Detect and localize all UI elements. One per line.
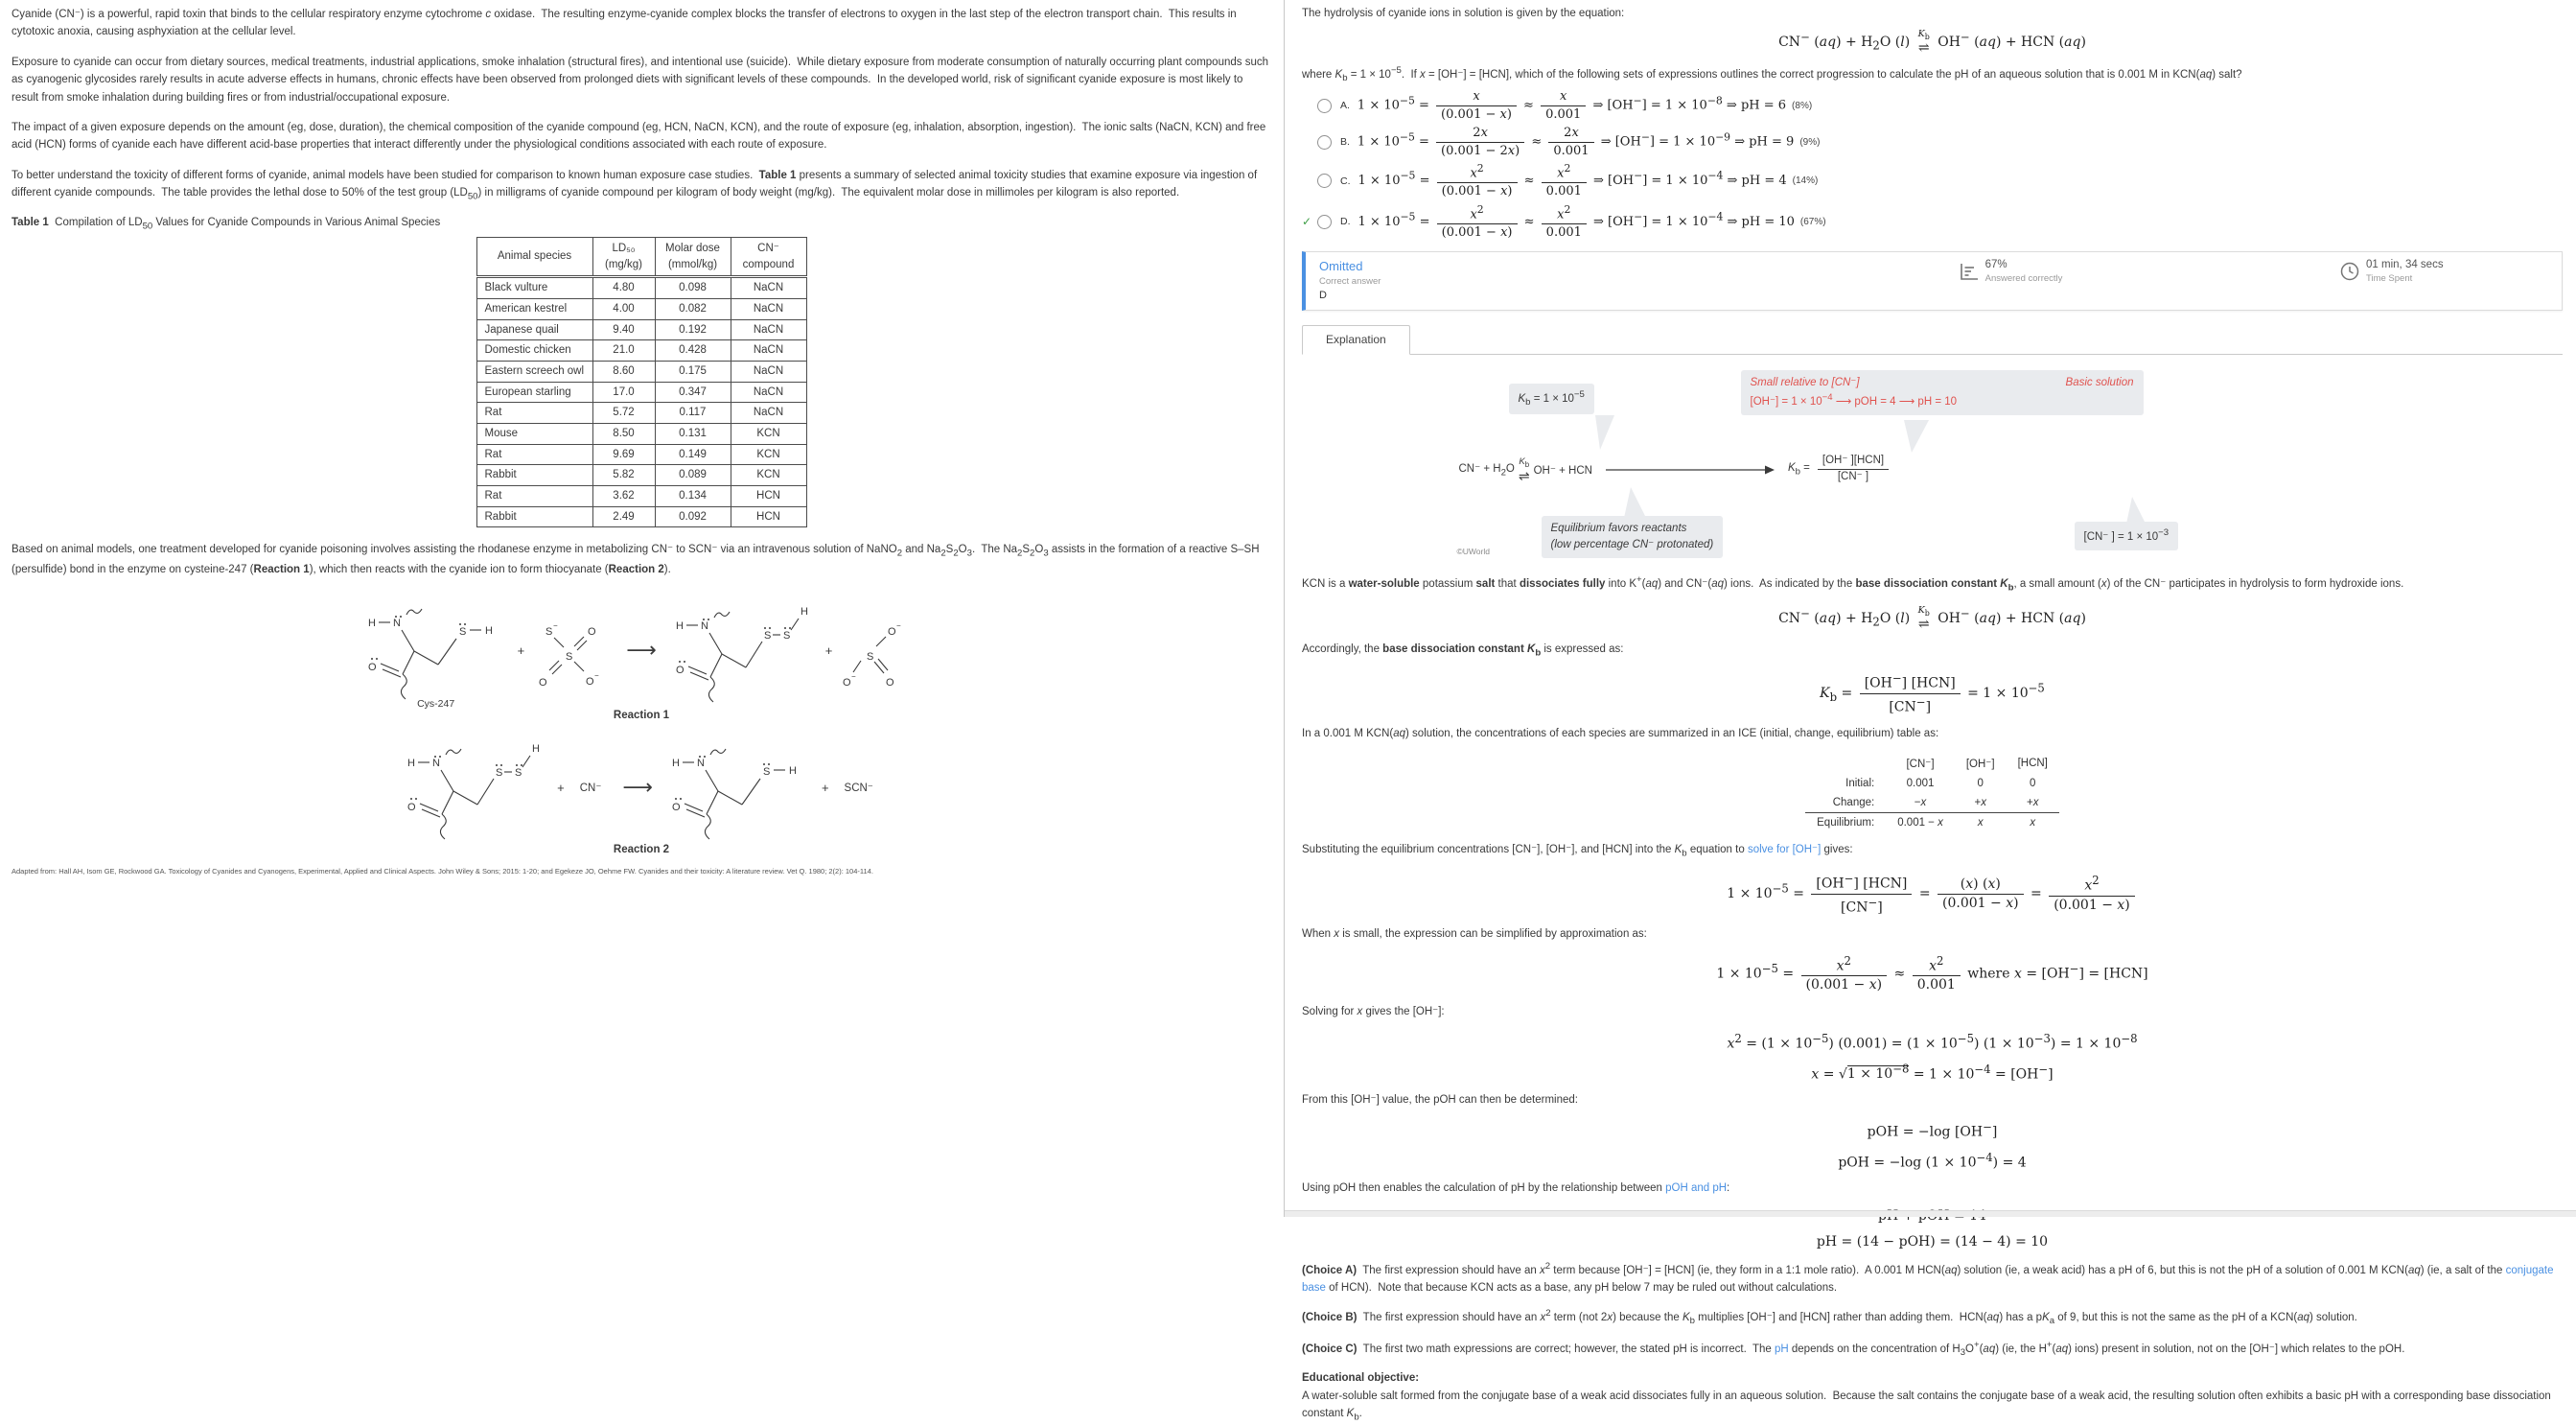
horizontal-scrollbar[interactable] — [1285, 1210, 2576, 1217]
table-cell: 9.69 — [592, 444, 655, 465]
ice-cell: 0 — [1977, 777, 1984, 789]
educational-objective-label: Educational objective: — [1302, 1371, 1420, 1384]
tab-row — [1302, 324, 2563, 355]
table-cell: Rabbit — [476, 465, 592, 486]
ice-table — [1805, 753, 2059, 832]
equation-reactants: $CN^- + H_2O$ — [1458, 462, 1515, 479]
result-status-block — [1319, 259, 1959, 301]
table-cell: KCN — [731, 465, 806, 486]
choice-expression: $1 \times 10^{-5}$ = $\frac{x^2}{(0.001 - x)}$ ≈ $\frac{x^2}{0.001}$ ⇒ $[OH^-] = 1 \times 10^{-4}$ ⇒ pH = 10 — [1358, 202, 1795, 240]
passage-panel — [0, 0, 1283, 1217]
svg-text:−: − — [553, 620, 558, 630]
svg-text:S: S — [763, 630, 772, 642]
ld50-table — [476, 237, 807, 527]
column-header: CN⁻ compound — [731, 238, 806, 277]
percent-correct-label: Answered correctly — [1984, 273, 2063, 285]
choice-letter: D. — [1340, 216, 1351, 228]
passage-paragraph-2: Exposure to cyanide can occur from dietary sources, medical treatments, industrial applications, smoke inhalation (structural fires), and intentional use (suicide). While dietary exposure from moderate consumption of naturally occurring plant compounds such as cyanogenic glycosides rarely results in acute adverse effects in humans, chronic effects have been observed from prolonged diets with significant levels of these compounds. In the developed world, risk of significant cyanide exposure is most likely to result from smoke inhalation during building fires or from industrial/occupational exposure. — [12, 56, 1268, 104]
poh-equation-1: pOH = −log [OH−] — [1867, 1120, 1998, 1140]
equilibrium-arrows-icon: ⇌ — [1518, 467, 1530, 483]
table-cell: American kestrel — [476, 299, 592, 320]
choice-letter: C. — [1340, 175, 1351, 187]
svg-text:S: S — [458, 626, 466, 639]
table-cell: NaCN — [731, 382, 806, 403]
choice-letter: A. — [1340, 100, 1350, 112]
svg-text:−: − — [851, 671, 857, 681]
svg-text:O: O — [407, 802, 416, 814]
thiocyanate-ion-label: SCN⁻ — [844, 783, 873, 795]
cys-247-label: Cys-247 — [417, 698, 455, 711]
table-row — [476, 382, 806, 403]
table-cell: HCN — [731, 486, 806, 507]
choice-b[interactable] — [1302, 126, 2563, 158]
table-cell: Rat — [476, 444, 592, 465]
explanation-from-oh: From this [OH⁻] value, the pOH can then be determined: — [1302, 1094, 1578, 1107]
column-header: Animal species — [476, 238, 592, 277]
status-omitted: Omitted — [1319, 259, 1363, 274]
table-cell: KCN — [731, 444, 806, 465]
callout-pointer — [1624, 487, 1646, 518]
table-cell: 0.347 — [655, 382, 731, 403]
svg-text:H: H — [407, 758, 416, 770]
passage-paragraph-1: Cyanide (CN⁻) is a powerful, rapid toxin that binds to the cellular respiratory enzyme cytochrome c oxidase. The resulting enzyme-cyanide complex blocks the transfer of electrons to oxygen in the last step of the electron transport chain. This results in cytotoxic anoxia, causing asphyxiation at the cellular level. — [12, 9, 1237, 38]
table-cell: Eastern screech owl — [476, 362, 592, 383]
poh-equation-2: pOH = −log $(1 \times 10^{-4}) = 4$ — [1838, 1150, 2027, 1171]
ice-cell: 0.001 — [1906, 777, 1935, 789]
explanation-when-x-small: When x is small, the expression can be simplified by approximation as: — [1302, 928, 1647, 941]
table-cell: 0.134 — [655, 486, 731, 507]
ice-initial-row — [1805, 774, 2059, 793]
reaction-arrow-icon: ⟶ — [622, 775, 653, 800]
equation-kb: $K_b$ — [1519, 456, 1530, 469]
table-cell: NaCN — [731, 319, 806, 340]
clock-icon — [2339, 261, 2360, 282]
choice-d[interactable] — [1302, 203, 2563, 241]
svg-text:S: S — [515, 767, 522, 780]
table-row — [476, 403, 806, 424]
table-cell: 0.192 — [655, 319, 731, 340]
svg-text:H: H — [671, 758, 680, 770]
callout-pointer — [2126, 497, 2146, 524]
svg-text:H: H — [675, 620, 684, 633]
choice-b-radio[interactable] — [1317, 135, 1332, 150]
question-panel — [1284, 0, 2576, 1423]
bar-chart-icon — [1959, 261, 1980, 282]
correct-answer-value: D — [1319, 290, 1327, 302]
table-row — [476, 340, 806, 362]
table-cell: 0.117 — [655, 403, 731, 424]
svg-text:N: N — [432, 758, 441, 770]
result-bar — [1302, 251, 2563, 311]
kb-fraction-denominator: [CN⁻ ] — [1837, 471, 1869, 483]
kb-expression-equation: $K_b$ = $\frac{[OH^-] [HCN]}{[CN^-]}$ = $1 \times 10^{-5}$ — [1820, 671, 2045, 715]
note-basic-solution: Basic solution — [2065, 377, 2134, 389]
note-ph-progression: $[OH^-] = 1 \times 10^{-4}$ ⟶ pOH = 4 ⟶ pH = 10 — [1750, 392, 1958, 408]
table-cell: 8.50 — [592, 424, 655, 445]
table-cell: Domestic chicken — [476, 340, 592, 362]
table-cell: Rabbit — [476, 506, 592, 527]
table-cell: NaCN — [731, 277, 806, 299]
svg-text:−: − — [896, 620, 902, 630]
table-row — [476, 486, 806, 507]
choice-expression: $1 \times 10^{-5}$ = $\frac{2x}{(0.001 - 2x)}$ ≈ $\frac{2x}{0.001}$ ⇒ $[OH^-] = 1 \times 10^{-9}$ ⇒ pH = 9 — [1357, 126, 1795, 158]
svg-text:O: O — [539, 676, 547, 689]
table-cell: European starling — [476, 382, 592, 403]
explanation-ice-intro: In a 0.001 M KCN(aq) solution, the concentrations of each species are summarized in an ICE (initial, change, equilibrium) table as: — [1302, 728, 1939, 740]
svg-text:H: H — [788, 765, 797, 778]
choice-c[interactable] — [1302, 162, 2563, 199]
svg-text:O: O — [367, 662, 377, 674]
svg-text:S: S — [762, 766, 771, 779]
ice-header: [HCN] — [2017, 757, 2048, 769]
table-cell: Mouse — [476, 424, 592, 445]
reaction-1-figure — [12, 591, 1271, 721]
choice-a[interactable] — [1302, 89, 2563, 122]
explanation-paragraph-1: KCN is a water-soluble potassium salt that dissociates fully into K+(aq) and CN⁻(aq) ions. As indicated by the base dissociation constant $K_b$, a small amount (x) of the CN⁻ participates in hydrolysis to form hydroxide ions. — [1302, 574, 2404, 594]
table-cell: NaCN — [731, 299, 806, 320]
table-row — [476, 424, 806, 445]
table-cell: 3.62 — [592, 486, 655, 507]
callout-pointer — [1595, 415, 1614, 450]
kb-callout: $K_b = 1 \times 10^{-5}$ — [1509, 384, 1594, 414]
table-cell: 0.092 — [655, 506, 731, 527]
table-header-row — [476, 238, 806, 277]
educational-objective-text: A water-soluble salt formed from the conjugate base of a weak acid dissociates fully in an aqueous solution. Because the salt contains the conjugate base of a weak acid, the resulting solution often exhibits a basic pH with a corresponding base dissociation constant $K_b$. — [1302, 1390, 2551, 1423]
ice-header: [OH⁻] — [1965, 758, 1995, 770]
choice-percent: (8%) — [1792, 100, 1813, 111]
table-caption: Table 1 Compilation of $LD_{50}$ Values for Cyanide Compounds in Various Animal Species — [12, 216, 441, 232]
thiosulfate-structure — [534, 600, 611, 701]
table-cell: 9.40 — [592, 319, 655, 340]
table-cell: NaCN — [731, 340, 806, 362]
table-cell: HCN — [731, 506, 806, 527]
question-stem: where $K_b = 1 \times 10^{-5}$. If x = [OH⁻] = [HCN], which of the following sets of expressions outlines the correct progression to calculate the pH of an aqueous solution that is 0.001 M in KCN(aq) salt? — [1302, 64, 2242, 83]
table-cell: NaCN — [731, 403, 806, 424]
choice-c-explanation: (Choice C) The first two math expressions are correct; however, the stated pH is incorrect. The pH depends on the concentration of $H_3O^+(aq)$ (ie, the H+(aq) ions) present in solution, not on the [OH⁻] which relates to the pOH. — [1302, 1339, 2405, 1358]
ice-cell: 0 — [2030, 777, 2036, 789]
column-header: Molar dose (mmol/kg) — [655, 238, 731, 277]
long-arrow-icon — [1604, 464, 1776, 476]
table-cell: 0.082 — [655, 299, 731, 320]
tab-explanation[interactable]: Explanation — [1302, 325, 1410, 355]
explanation-accordingly: Accordingly, the base dissociation constant $K_b$ is expressed as: — [1302, 643, 1624, 659]
svg-text:S: S — [867, 650, 874, 663]
choice-a-radio[interactable] — [1317, 99, 1332, 113]
table-cell: 0.428 — [655, 340, 731, 362]
table-row — [476, 299, 806, 320]
svg-text:O: O — [588, 625, 596, 638]
cysteine-structure — [668, 731, 812, 844]
plus-sign: + — [824, 642, 833, 658]
svg-text:H: H — [367, 618, 376, 630]
substitution-equation: $1 \times 10^{-5}$ = $\frac{[OH^-] [HCN]}{[CN^-]}$ = $\frac{(x) (x)}{(0.001 - x)}$ = $\frac{x^2}{(0.001 - x)}$ — [1302, 872, 2563, 916]
reaction-1-label: Reaction 1 — [613, 710, 670, 722]
svg-text:O: O — [586, 675, 594, 688]
ice-change-row — [1805, 793, 2059, 813]
ice-equilibrium-row — [1805, 812, 2059, 832]
table-cell: 4.80 — [592, 277, 655, 299]
reaction-2-label: Reaction 2 — [613, 844, 670, 856]
answered-correctly-block — [1959, 259, 2339, 284]
table-cell: 4.00 — [592, 299, 655, 320]
reaction-arrow-icon: ⟶ — [626, 638, 657, 663]
equilibrium-note-callout: Equilibrium favors reactants (low percentage CN⁻ protonated) — [1542, 516, 1724, 557]
persulfide-structure — [672, 594, 816, 707]
table-row — [476, 277, 806, 299]
ice-row-label: Initial: — [1845, 777, 1875, 789]
ice-cell: −x — [1914, 796, 1927, 808]
svg-text:S: S — [545, 625, 553, 638]
svg-text:S: S — [782, 630, 791, 642]
choice-percent: (67%) — [1799, 216, 1826, 227]
table-cell: 8.60 — [592, 362, 655, 383]
approximation-equation: $1 \times 10^{-5}$ = $\frac{x^2}{(0.001 - x)}$ ≈ $\frac{x^2}{0.001}$ where x = [OH−] = [HCN] — [1716, 953, 2148, 993]
table-row — [476, 465, 806, 486]
solve-equation-1: $x^2 = (1 \times 10^{-5}) (0.001) = (1 \times 10^{-5}) (1 \times 10^{-3}) = 1 \times 10^{-8}$ — [1727, 1031, 2138, 1052]
question-intro: The hydrolysis of cyanide ions in solution is given by the equation: — [1302, 8, 1625, 19]
choice-percent: (9%) — [1799, 136, 1821, 148]
svg-text:N: N — [696, 758, 705, 770]
choice-expression: $1 \times 10^{-5}$ = $\frac{x}{(0.001 - x)}$ ≈ $\frac{x}{0.001}$ ⇒ $[OH^-] = 1 \times 10^{-8}$ ⇒ pH = 6 — [1357, 88, 1787, 122]
svg-text:H: H — [484, 625, 493, 638]
svg-text:H: H — [532, 743, 541, 756]
svg-text:H: H — [800, 606, 808, 619]
solve-equation-2: $x = √1 \times 10^{-8} = 1 \times 10^{-4} = [OH^-]$ — [1811, 1062, 2054, 1083]
svg-text:O: O — [886, 676, 894, 689]
correct-check-icon: ✓ — [1302, 215, 1312, 229]
choice-percent: (14%) — [1792, 175, 1819, 187]
choice-a-explanation: (Choice A) The first expression should have an $x^2$ term because [OH⁻] = [HCN] (ie, they form in a 1:1 mole ratio). A 0.001 M HCN(aq) solution (ie, a weak acid) has a pH of 6, but this is not the pH of a solution of 0.001 M KCN(aq) (ie, a salt of the conjugate base of HCN). Note that because KCN acts as a base, any pH below 7 may be ruled out without calculations. — [1302, 1261, 2554, 1294]
percent-correct: 67% — [1984, 259, 2007, 271]
svg-text:N: N — [392, 618, 401, 630]
ice-row-label: Equilibrium: — [1805, 812, 1886, 832]
cysteine-structure — [364, 591, 508, 704]
correct-answer-label: Correct answer — [1319, 276, 1381, 288]
ph-progression-callout — [1741, 370, 2144, 414]
cyanide-ion-label: CN⁻ — [579, 783, 602, 795]
ice-cell: +x — [2026, 796, 2039, 808]
callout-pointer — [1904, 420, 1929, 453]
explanation-diagram — [1453, 370, 2412, 564]
table-row — [476, 362, 806, 383]
ice-header: [CN⁻] — [1906, 758, 1935, 770]
svg-text:O: O — [671, 802, 681, 814]
cn-concentration-callout: [CN⁻ ] = $1 \times 10^{-3}$ — [2075, 522, 2179, 550]
kb-fraction-numerator: [OH⁻ ][HCN] — [1818, 455, 1889, 470]
svg-text:O: O — [843, 676, 851, 689]
table-cell: Japanese quail — [476, 319, 592, 340]
ph-equation-2: pH = (14 − pOH) = (14 − 4) = 10 — [1816, 1234, 2049, 1250]
table-cell: 0.131 — [655, 424, 731, 445]
ice-cell: x — [2007, 812, 2059, 832]
table-row — [476, 319, 806, 340]
treatment-paragraph: Based on animal models, one treatment developed for cyanide poisoning involves assisting the rhodanese enzyme in metabolizing CN⁻ to SCN⁻ via an intravenous solution of NaNO$_2$ and $Na_2S_2O_3$. The $Na_2S_2O_3$ assists in the formation of a reactive S–SH (persulfide) bond in the enzyme on cysteine-247 (Reaction 1), which then reacts with the cyanide ion to form thiocyanate (Reaction 2). — [12, 544, 1260, 576]
note-small-relative: Small relative to [CN⁻] — [1750, 377, 1860, 389]
svg-text:−: − — [594, 670, 599, 680]
hydrolysis-equation-repeat: CN− $(aq) + H_2O$ (l) $K_b$ ⇌ OH− (aq) + HCN (aq) — [1778, 605, 2086, 633]
time-spent-block — [2339, 259, 2548, 284]
sulfite-structure — [842, 600, 918, 701]
time-spent-label: Time Spent — [2366, 273, 2413, 285]
table-cell: Rat — [476, 403, 592, 424]
ice-cell: +x — [1974, 796, 1986, 808]
kb-definition: $K_b$ = — [1787, 461, 1810, 478]
plus-sign: + — [821, 780, 829, 795]
explanation-substituting: Substituting the equilibrium concentrations [CN⁻], [OH⁻], and [HCN] into the $K_b$ equation to solve for [OH⁻] gives: — [1302, 843, 1853, 859]
table-cell: 0.089 — [655, 465, 731, 486]
svg-text:S: S — [566, 650, 573, 663]
column-header: LD₅₀ (mg/kg) — [592, 238, 655, 277]
table-row — [476, 506, 806, 527]
explanation-using-poh: Using pOH then enables the calculation of pH by the relationship between pOH and pH: — [1302, 1182, 1730, 1195]
table-cell: 17.0 — [592, 382, 655, 403]
svg-text:S: S — [496, 767, 503, 780]
table-cell: 0.098 — [655, 277, 731, 299]
choice-letter: B. — [1340, 136, 1350, 149]
choice-d-radio[interactable] — [1317, 215, 1332, 229]
svg-text:O: O — [675, 665, 685, 677]
ice-cell: x — [1955, 812, 2007, 832]
choice-expression: $1 \times 10^{-5}$ = $\frac{x^2}{(0.001 - x)}$ ≈ $\frac{x^2}{0.001}$ ⇒ $[OH^-] = 1 \times 10^{-4}$ ⇒ pH = 4 — [1358, 162, 1787, 199]
equation-products: OH⁻ + HCN — [1533, 464, 1592, 477]
reaction-2-figure — [12, 731, 1271, 855]
plus-sign: + — [517, 642, 525, 658]
time-spent-value: 01 min, 34 secs — [2366, 259, 2444, 271]
hydrolysis-equation: CN− $(aq) + H_2O$ (l) $K_b$ ⇌ OH− (aq) + HCN (aq) — [1778, 29, 2086, 56]
table-cell: Black vulture — [476, 277, 592, 299]
persulfide-structure — [404, 731, 547, 844]
passage-paragraph-4: To better understand the toxicity of different forms of cyanide, animal models have been studied for comparison to known human exposure case studies. Table 1 presents a summary of selected animal toxicity studies that examine exposure via ingestion of different cyanide compounds. The table provides the lethal dose to 50% of the test group $(LD_{50})$ in milligrams of cyanide compound per kilogram of body weight (mg/kg). The equivalent molar dose in millimoles per kilogram is also reported. — [12, 169, 1258, 202]
table-cell: 0.175 — [655, 362, 731, 383]
table-row — [476, 444, 806, 465]
svg-text:N: N — [700, 620, 708, 633]
table-cell: NaCN — [731, 362, 806, 383]
table-cell: 0.149 — [655, 444, 731, 465]
table-cell: 5.72 — [592, 403, 655, 424]
uworld-copyright: ©UWorld — [1456, 547, 1490, 557]
ice-header-row — [1805, 753, 2059, 774]
table-cell: 5.82 — [592, 465, 655, 486]
svg-text:O: O — [888, 625, 896, 638]
choice-b-explanation: (Choice B) The first expression should have an $x^2$ term (not 2x) because the $K_b$ multiplies [OH⁻] and [HCN] rather than adding them. HCN(aq) has a $pK_a$ of 9, but this is not the same as the pH of a KCN(aq) solution. — [1302, 1307, 2357, 1326]
explanation-solving: Solving for x gives the [OH⁻]: — [1302, 1006, 1445, 1018]
ice-cell: 0.001 − x — [1886, 812, 1955, 832]
table-cell: 21.0 — [592, 340, 655, 362]
plus-sign: + — [557, 780, 565, 795]
table-cell: Rat — [476, 486, 592, 507]
source-citation: Adapted from: Hall AH, Isom GE, Rockwood GA. Toxicology of Cyanides and Cyanogens, Experimental, Applied and Clinical Aspects. John Wiley & Sons; 2015: 1-20; and Egekeze JO, Oehme FW. Cyanides and their toxicity: A literature review. Vet Q. 1980; 2(2): 104-114. — [12, 867, 873, 876]
table-cell: KCN — [731, 424, 806, 445]
choice-c-radio[interactable] — [1317, 174, 1332, 188]
diagram-equation — [1459, 455, 1892, 484]
passage-paragraph-3: The impact of a given exposure depends on the amount (eg, dose, duration), the chemical composition of the cyanide compound (eg, HCN, NaCN, KCN), and the route of exposure (eg, inhalation, absorption, ingestion). The ionic salts (NaCN, KCN) and free acid (HCN) forms of cyanide each have different acid-base properties that interact differently under the physiological conditions associated with each route of exposure. — [12, 121, 1266, 152]
table-cell: 2.49 — [592, 506, 655, 527]
ice-row-label: Change: — [1832, 796, 1875, 808]
ld50-table-body — [476, 277, 806, 527]
